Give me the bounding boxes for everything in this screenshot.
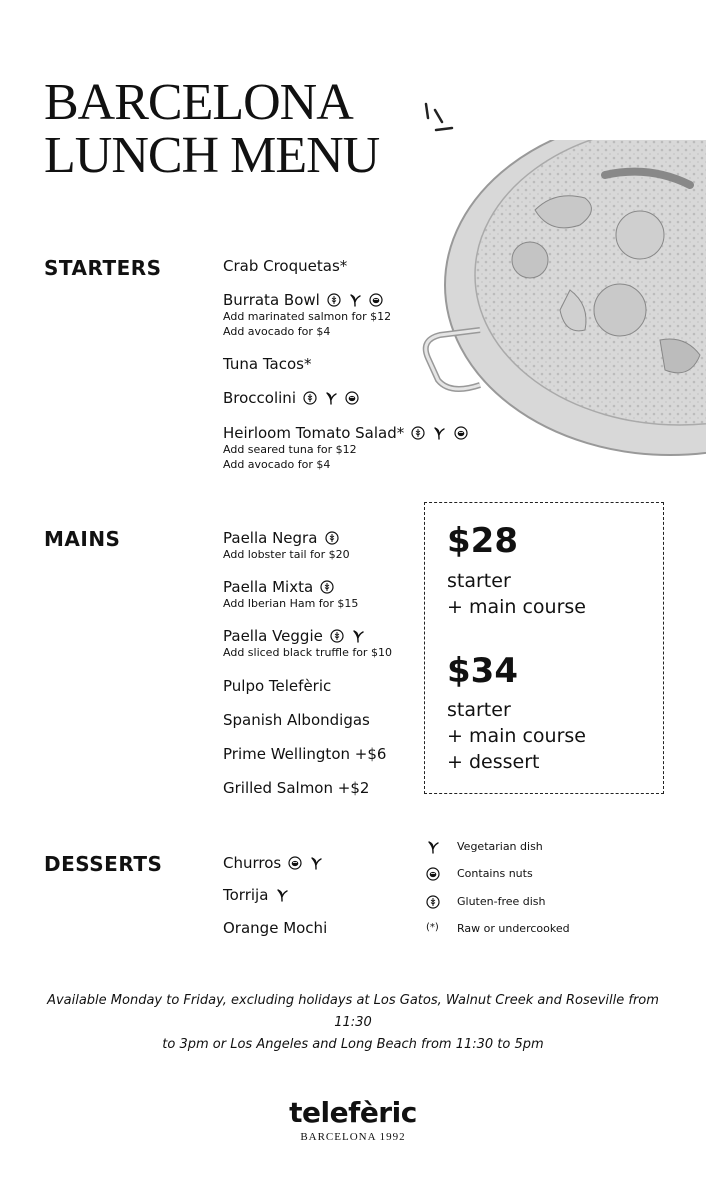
item-name: Grilled Salmon +$2 [223,778,370,797]
gluten-free-icon [411,426,425,440]
item-note: Add seared tuna for $12 [223,442,357,456]
item-name: Churros [223,853,282,872]
price-box [424,502,664,794]
price-line: + main course [447,725,586,747]
item-name: Burrata Bowl [223,290,320,309]
item-name: Broccolini [223,388,296,407]
legend-item [424,920,624,940]
legend-label: Gluten-free dish [457,895,546,908]
item-name: Spanish Albondigas [223,710,370,729]
menu-item [223,709,370,729]
vegetarian-icon [309,856,323,870]
menu-item [223,675,331,695]
item-note: Add lobster tail for $20 [223,547,350,561]
price-option-2-desc [447,697,586,775]
item-name: Crab Croquetas* [223,256,348,275]
legend-item [424,893,624,913]
item-name: Paella Negra [223,528,318,547]
nut-icon [345,391,359,405]
menu-item [223,387,359,407]
item-name: Prime Wellington +$6 [223,744,387,763]
vegetarian-icon [432,426,446,440]
gluten-free-icon [327,293,341,307]
item-name: Paella Veggie [223,626,323,645]
item-note: Add avocado for $4 [223,324,331,338]
price-line: starter [447,570,511,592]
menu-item [223,576,358,611]
nut-icon [369,293,383,307]
price-line: starter [447,699,511,721]
menu-item [223,289,391,339]
item-note: Add marinated salmon for $12 [223,309,392,323]
price-line: + main course [447,596,586,618]
availability-note [30,990,676,1056]
item-note: Add Iberian Ham for $15 [223,596,359,610]
menu-item [223,884,289,904]
legend-label: Raw or undercooked [457,922,570,935]
menu-item [223,422,468,472]
legend-item [424,865,624,885]
vegetarian-icon [324,391,338,405]
menu-item [223,625,392,660]
menu-item [223,255,347,275]
vegetarian-icon [426,840,440,854]
item-name: Tuna Tacos* [223,354,312,373]
vegetarian-icon [275,888,289,902]
desserts-heading: DESSERTS [44,852,163,876]
sparkle-accent-icon [420,100,460,140]
menu-item [223,852,323,872]
gluten-free-icon [325,531,339,545]
menu-item [223,917,327,937]
item-note: Add avocado for $4 [223,457,331,471]
mains-heading: MAINS [44,527,121,551]
menu-item [223,353,311,373]
raw-asterisk-symbol: (*) [426,922,439,933]
legend-label: Contains nuts [457,867,533,880]
menu-item [223,743,386,763]
brand-name: telefèric [289,1096,417,1129]
gluten-free-icon [320,580,334,594]
price-option-1-desc [447,568,586,620]
item-note: Add sliced black truffle for $10 [223,645,392,659]
vegetarian-icon [348,293,362,307]
legend-item [424,838,624,858]
legend-label: Vegetarian dish [457,840,543,853]
menu-item [223,527,350,562]
price-option-2: $34 [447,651,518,691]
paella-pan-illustration [420,140,706,460]
menu-title [44,76,379,182]
nut-icon [426,867,440,881]
vegetarian-icon [351,629,365,643]
availability-line: Available Monday to Friday, excluding holidays at Los Gatos, Walnut Creek and Roseville from 11:30 [47,993,659,1030]
menu-item [223,777,369,797]
item-name: Orange Mochi [223,918,328,937]
item-name: Heirloom Tomato Salad* [223,423,405,442]
availability-line: to 3pm or Los Angeles and Long Beach from 11:30 to 5pm [162,1037,544,1052]
brand-logo [0,1096,706,1143]
item-name: Pulpo Telefèric [223,676,332,695]
item-name: Paella Mixta [223,577,314,596]
item-name: Torrija [223,885,269,904]
gluten-free-icon [330,629,344,643]
gluten-free-icon [303,391,317,405]
nut-icon [454,426,468,440]
nut-icon [288,856,302,870]
gluten-free-icon [426,895,440,909]
starters-heading: STARTERS [44,256,162,280]
brand-tagline: BARCELONA 1992 [300,1131,406,1143]
price-option-1: $28 [447,521,518,561]
title-line-2: LUNCH MENU [44,127,380,184]
title-line-1: BARCELONA [44,74,353,131]
price-line: + dessert [447,751,540,773]
